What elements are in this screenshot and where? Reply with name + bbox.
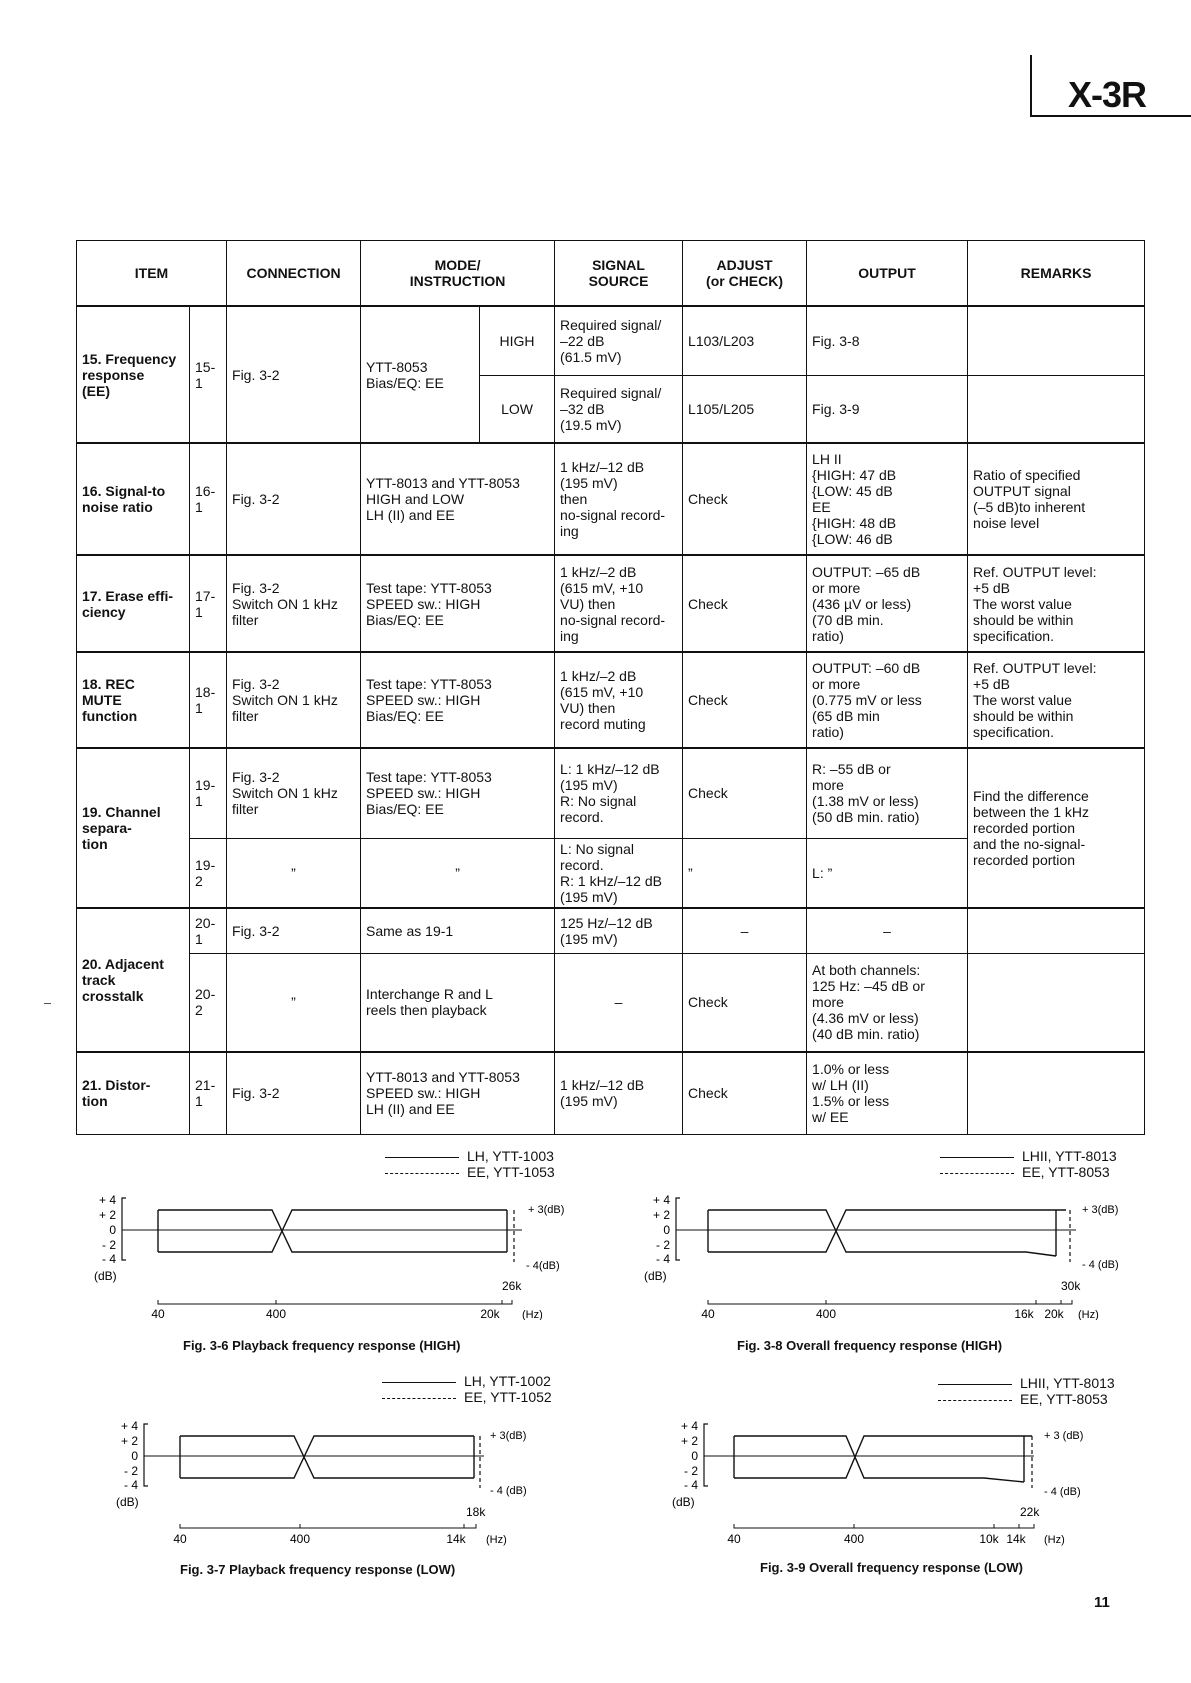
header-output: OUTPUT	[807, 241, 968, 307]
adjust-20-1: –	[683, 908, 807, 954]
mode-20-1: Same as 19-1	[361, 908, 555, 954]
step-19-1: 19-1	[190, 748, 227, 838]
legend-solid-row	[382, 1373, 552, 1389]
adjust-15-high: L103/L203	[683, 306, 807, 375]
signal-20-1: 125 Hz/–12 dB (195 mV)	[555, 908, 683, 954]
margin-mark	[44, 1003, 51, 1004]
row-17	[77, 555, 1145, 652]
item-20: 20. Adjacent track crosstalk	[77, 908, 190, 1052]
minus-db-label: - 4 (dB)	[490, 1485, 527, 1497]
output-20-1: –	[807, 908, 968, 954]
mode-20-2: Interchange R and L reels then playback	[361, 954, 555, 1052]
remarks-21	[968, 1052, 1145, 1135]
plus-db-label: + 3(dB)	[528, 1204, 565, 1216]
x-axis	[734, 1524, 1034, 1528]
x-axis	[180, 1524, 476, 1528]
y-unit: (dB)	[94, 1269, 117, 1283]
adjustment-table	[76, 240, 1145, 1135]
remarks-17: Ref. OUTPUT level: +5 dB The worst value should be within specification.	[968, 555, 1145, 652]
adjust-20-2: Check	[683, 954, 807, 1052]
y-tick: + 2	[652, 1208, 670, 1222]
item-18: 18. REC MUTE function	[77, 652, 190, 748]
signal-21: 1 kHz/–12 dB (195 mV)	[555, 1052, 683, 1135]
x-tick: 40	[727, 1532, 741, 1546]
item-19: 19. Channel separa- tion	[77, 748, 190, 908]
header-adjust: ADJUST (or CHECK)	[683, 241, 807, 307]
signal-16: 1 kHz/–12 dB (195 mV) then no-signal record- ing	[555, 443, 683, 555]
y-bracket	[704, 1424, 708, 1486]
fig-3-7-graph	[104, 1416, 574, 1546]
output-15-low: Fig. 3-9	[807, 375, 968, 443]
legend-dash-row	[385, 1164, 555, 1180]
top-freq-label: 26k	[502, 1279, 522, 1293]
plus-db-label: + 3 (dB)	[1044, 1430, 1084, 1442]
remarks-20-2	[968, 954, 1145, 1052]
signal-15-low: Required signal/ –32 dB (19.5 mV)	[555, 375, 683, 443]
top-freq-label: 22k	[1020, 1505, 1040, 1519]
y-bracket	[676, 1198, 680, 1260]
sub-15-low: LOW	[480, 375, 555, 443]
x-tick: 14k	[1006, 1532, 1026, 1546]
adjust-19-2: ”	[683, 838, 807, 908]
y-tick: - 2	[101, 1238, 116, 1252]
header-row	[77, 241, 1145, 307]
page-number: 11	[1094, 1594, 1110, 1611]
step-21-1: 21-1	[190, 1052, 227, 1135]
x-unit: (Hz)	[1044, 1534, 1065, 1546]
fig-3-8-caption: Fig. 3-8 Overall frequency response (HIGH)	[737, 1338, 1003, 1353]
lower-limit-line	[158, 1210, 507, 1252]
y-tick: - 4	[655, 1252, 670, 1266]
y-tick: - 2	[683, 1464, 698, 1478]
output-17: OUTPUT: –65 dB or more (436 µV or less) (70 dB min. ratio)	[807, 555, 968, 652]
y-tick: + 4	[98, 1193, 116, 1207]
upper-limit-line	[180, 1436, 474, 1478]
step-18-1: 18-1	[190, 652, 227, 748]
step-19-2: 19-2	[190, 838, 227, 908]
lower-limit-line	[708, 1210, 1066, 1252]
dash-line-swatch	[940, 1173, 1014, 1174]
output-20-2: At both channels: 125 Hz: –45 dB or more (4.36 mV or less) (40 dB min. ratio)	[807, 954, 968, 1052]
adjust-17: Check	[683, 555, 807, 652]
row-18	[77, 652, 1145, 748]
item-17: 17. Erase effi- ciency	[77, 555, 190, 652]
x-tick: 400	[265, 1307, 287, 1320]
y-unit: (dB)	[672, 1495, 695, 1509]
x-unit: (Hz)	[1078, 1309, 1099, 1320]
output-19-2: L: ”	[807, 838, 968, 908]
row-15-high	[77, 306, 1145, 375]
y-tick: 0	[131, 1449, 138, 1463]
y-unit: (dB)	[644, 1269, 667, 1283]
x-tick: 20k	[480, 1307, 500, 1320]
remarks-16: Ratio of specified OUTPUT signal (–5 dB)to inherent noise level	[968, 443, 1145, 555]
legend-solid-label: LHII, YTT-8013	[1020, 1375, 1115, 1391]
item-21: 21. Distor- tion	[77, 1052, 190, 1135]
dash-line-swatch	[938, 1400, 1012, 1401]
remarks-15-high	[968, 306, 1145, 375]
row-19-1	[77, 748, 1145, 838]
plus-db-label: + 3(dB)	[1082, 1204, 1119, 1216]
legend-solid-label: LH, YTT-1002	[464, 1373, 551, 1389]
fig-3-9-graph	[664, 1416, 1124, 1546]
x-tick: 40	[701, 1307, 715, 1320]
step-15-1: 15-1	[190, 306, 227, 443]
y-bracket	[122, 1198, 126, 1260]
adjust-15-low: L105/L205	[683, 375, 807, 443]
y-tick: + 4	[652, 1193, 670, 1207]
x-tick: 14k	[446, 1532, 466, 1546]
lower-limit-line	[734, 1436, 1032, 1478]
y-tick: 0	[109, 1223, 116, 1237]
connection-17: Fig. 3-2 Switch ON 1 kHz filter	[227, 555, 361, 652]
header-connection: CONNECTION	[227, 241, 361, 307]
legend-dash-label: EE, YTT-1053	[467, 1164, 555, 1180]
legend-dash-label: EE, YTT-8053	[1020, 1391, 1108, 1407]
dash-line-swatch	[385, 1173, 459, 1174]
y-tick: - 4	[123, 1478, 138, 1492]
minus-db-label: - 4 (dB)	[1044, 1486, 1081, 1498]
header-signal: SIGNAL SOURCE	[555, 241, 683, 307]
legend-fig-3-8	[940, 1148, 1117, 1180]
legend-dash-row	[382, 1389, 552, 1405]
y-tick: - 2	[655, 1238, 670, 1252]
row-21	[77, 1052, 1145, 1135]
connection-21: Fig. 3-2	[227, 1052, 361, 1135]
mode-19-1: Test tape: YTT-8053 SPEED sw.: HIGH Bias/EQ: EE	[361, 748, 555, 838]
legend-solid-row	[938, 1375, 1115, 1391]
legend-fig-3-9	[938, 1375, 1115, 1407]
solid-line-swatch	[385, 1157, 459, 1158]
adjust-18: Check	[683, 652, 807, 748]
remarks-15-low	[968, 375, 1145, 443]
x-axis	[158, 1300, 512, 1304]
remarks-19: Find the difference between the 1 kHz recorded portion and the no-signal- recorded portion	[968, 748, 1145, 908]
fig-3-6-graph	[82, 1190, 582, 1320]
dash-line-swatch	[382, 1398, 456, 1399]
connection-18: Fig. 3-2 Switch ON 1 kHz filter	[227, 652, 361, 748]
top-freq-label: 18k	[466, 1505, 486, 1519]
y-tick: - 4	[683, 1478, 698, 1492]
legend-dash-label: EE, YTT-1052	[464, 1389, 552, 1405]
legend-dash-label: EE, YTT-8053	[1022, 1164, 1110, 1180]
item-16: 16. Signal-to noise ratio	[77, 443, 190, 555]
header-remarks: REMARKS	[968, 241, 1145, 307]
x-tick: 40	[151, 1307, 165, 1320]
legend-dash-row	[940, 1164, 1117, 1180]
signal-17: 1 kHz/–2 dB (615 mV, +10 VU) then no-signal record- ing	[555, 555, 683, 652]
plus-db-label: + 3(dB)	[490, 1430, 527, 1442]
legend-fig-3-6	[385, 1148, 555, 1180]
signal-18: 1 kHz/–2 dB (615 mV, +10 VU) then record muting	[555, 652, 683, 748]
y-tick: 0	[663, 1223, 670, 1237]
y-tick: + 4	[120, 1419, 138, 1433]
row-20-1	[77, 908, 1145, 954]
step-17-1: 17-1	[190, 555, 227, 652]
top-freq-label: 30k	[1061, 1279, 1081, 1293]
adjust-16: Check	[683, 443, 807, 555]
row-20-2	[77, 954, 1145, 1052]
connection-20-2: ”	[227, 954, 361, 1052]
output-15-high: Fig. 3-8	[807, 306, 968, 375]
y-tick: - 2	[123, 1464, 138, 1478]
upper-limit-line	[708, 1210, 1056, 1256]
mode-19-2: ”	[361, 838, 555, 908]
step-20-1: 20-1	[190, 908, 227, 954]
output-18: OUTPUT: –60 dB or more (0.775 mV or less (65 dB min ratio)	[807, 652, 968, 748]
minus-db-label: - 4 (dB)	[1082, 1259, 1119, 1271]
signal-20-2: –	[555, 954, 683, 1052]
lower-limit-line	[180, 1436, 474, 1478]
upper-limit-line	[734, 1436, 1024, 1482]
legend-solid-label: LHII, YTT-8013	[1022, 1148, 1117, 1164]
y-tick: + 4	[680, 1419, 698, 1433]
fig-3-6-caption: Fig. 3-6 Playback frequency response (HIGH)	[183, 1338, 461, 1353]
fig-3-9-caption: Fig. 3-9 Overall frequency response (LOW)	[760, 1560, 1023, 1575]
legend-dash-row	[938, 1391, 1115, 1407]
header-item: ITEM	[77, 241, 227, 307]
x-axis	[708, 1300, 1072, 1304]
header-mode: MODE/ INSTRUCTION	[361, 241, 555, 307]
y-bracket	[144, 1424, 148, 1486]
remarks-20-1	[968, 908, 1145, 954]
model-title: X-3R	[1068, 74, 1147, 115]
adjust-21: Check	[683, 1052, 807, 1135]
y-tick: - 4	[101, 1252, 116, 1266]
signal-15-high: Required signal/ –22 dB (61.5 mV)	[555, 306, 683, 375]
solid-line-swatch	[382, 1382, 456, 1383]
connection-15: Fig. 3-2	[227, 306, 361, 443]
signal-19-1: L: 1 kHz/–12 dB (195 mV) R: No signal record.	[555, 748, 683, 838]
y-unit: (dB)	[116, 1495, 139, 1509]
mode-18: Test tape: YTT-8053 SPEED sw.: HIGH Bias/EQ: EE	[361, 652, 555, 748]
remarks-18: Ref. OUTPUT level: +5 dB The worst value should be within specification.	[968, 652, 1145, 748]
x-tick: 16k	[1014, 1307, 1034, 1320]
y-tick: + 2	[680, 1434, 698, 1448]
minus-db-label: - 4(dB)	[526, 1260, 560, 1272]
mode-21: YTT-8013 and YTT-8053 SPEED sw.: HIGH LH (II) and EE	[361, 1052, 555, 1135]
upper-limit-line	[158, 1210, 507, 1252]
sub-15-high: HIGH	[480, 306, 555, 375]
signal-19-2: L: No signal record. R: 1 kHz/–12 dB (195 mV)	[555, 838, 683, 908]
adjust-19-1: Check	[683, 748, 807, 838]
mode-15: YTT-8053 Bias/EQ: EE	[361, 306, 480, 443]
legend-fig-3-7	[382, 1373, 552, 1405]
output-16: LH II {HIGH: 47 dB {LOW: 45 dB EE {HIGH: 48 dB {LOW: 46 dB	[807, 443, 968, 555]
mode-17: Test tape: YTT-8053 SPEED sw.: HIGH Bias/EQ: EE	[361, 555, 555, 652]
y-tick: + 2	[98, 1208, 116, 1222]
x-unit: (Hz)	[522, 1309, 543, 1320]
x-tick: 10k	[979, 1532, 999, 1546]
x-tick: 20k	[1044, 1307, 1064, 1320]
fig-3-7-caption: Fig. 3-7 Playback frequency response (LOW)	[180, 1562, 456, 1577]
output-19-1: R: –55 dB or more (1.38 mV or less) (50 dB min. ratio)	[807, 748, 968, 838]
x-tick: 400	[289, 1532, 311, 1546]
solid-line-swatch	[940, 1157, 1014, 1158]
x-tick: 400	[843, 1532, 865, 1546]
step-16-1: 16-1	[190, 443, 227, 555]
step-20-2: 20-2	[190, 954, 227, 1052]
output-21: 1.0% or less w/ LH (II) 1.5% or less w/ EE	[807, 1052, 968, 1135]
connection-16: Fig. 3-2	[227, 443, 361, 555]
solid-line-swatch	[938, 1384, 1012, 1385]
row-16	[77, 443, 1145, 555]
y-tick: + 2	[120, 1434, 138, 1448]
mode-16: YTT-8013 and YTT-8053 HIGH and LOW LH (II) and EE	[361, 443, 555, 555]
x-tick: 40	[173, 1532, 187, 1546]
item-15: 15. Frequency response (EE)	[77, 306, 190, 443]
x-tick: 400	[815, 1307, 837, 1320]
fig-3-8-graph	[636, 1190, 1136, 1320]
connection-19-1: Fig. 3-2 Switch ON 1 kHz filter	[227, 748, 361, 838]
y-tick: 0	[691, 1449, 698, 1463]
x-unit: (Hz)	[486, 1534, 507, 1546]
connection-20-1: Fig. 3-2	[227, 908, 361, 954]
legend-solid-row	[940, 1148, 1117, 1164]
legend-solid-label: LH, YTT-1003	[467, 1148, 554, 1164]
legend-solid-row	[385, 1148, 555, 1164]
connection-19-2: ”	[227, 838, 361, 908]
